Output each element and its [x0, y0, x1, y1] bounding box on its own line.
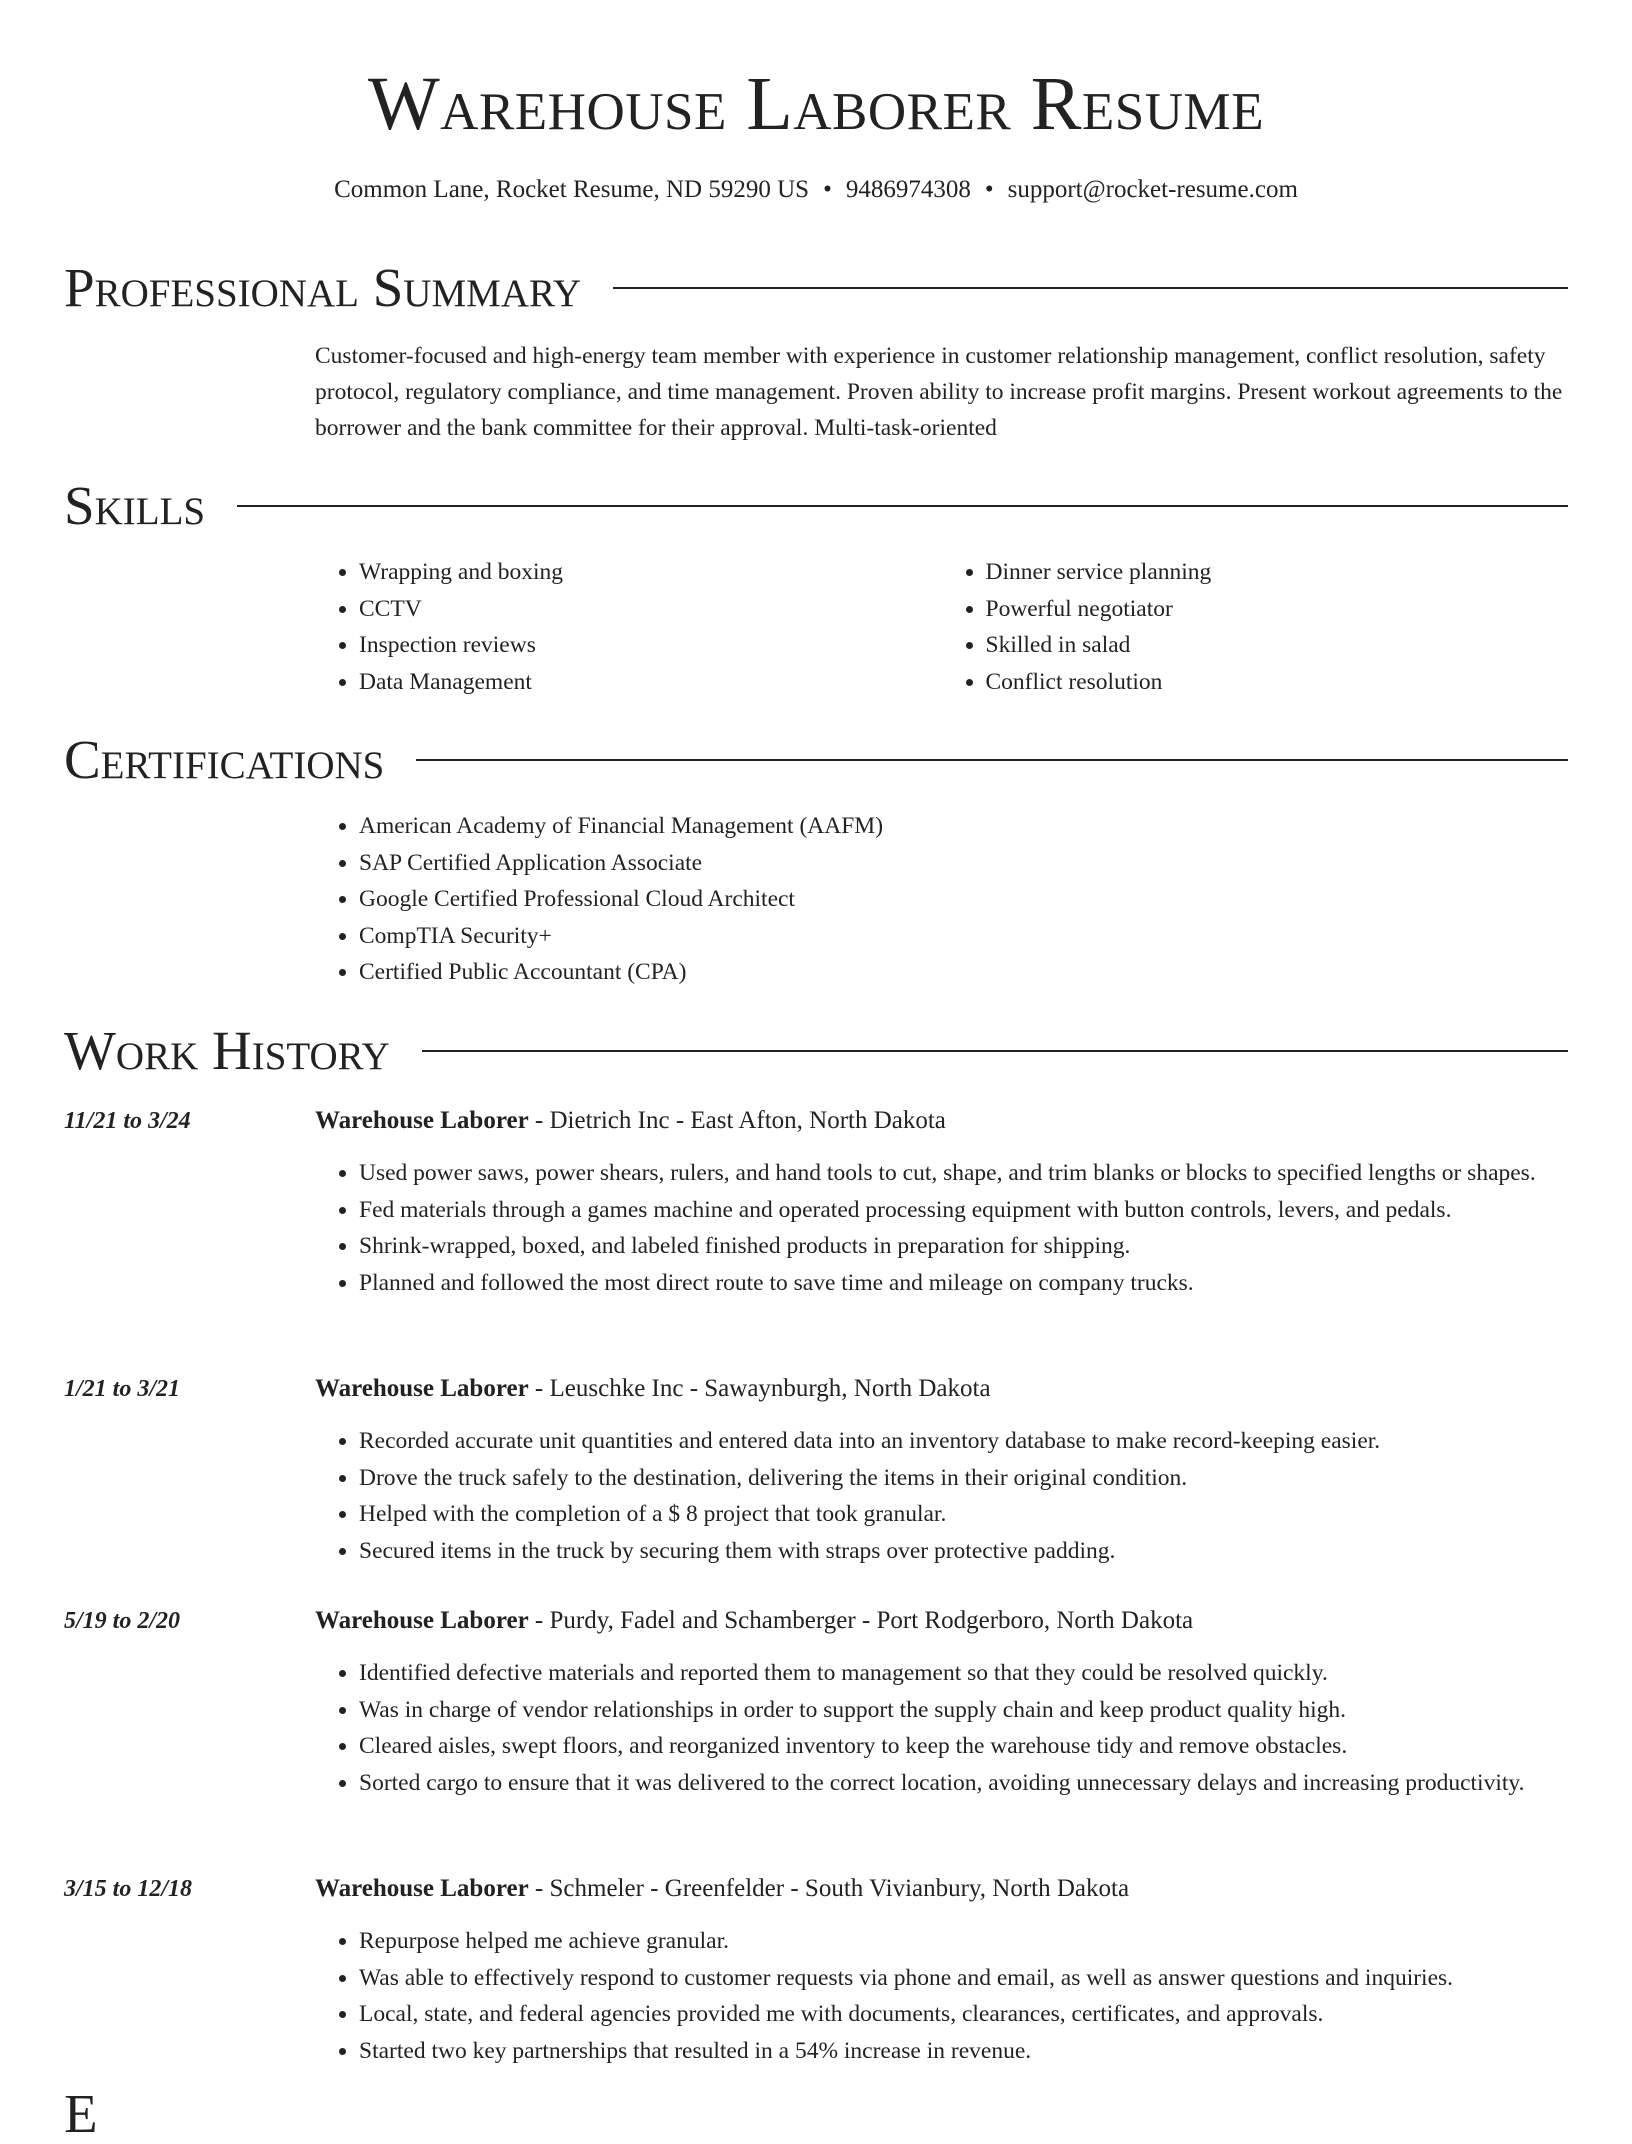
certifications-section	[64, 728, 1568, 991]
job-employer: - Purdy, Fadel and Schamberger - Port Rodgerboro, North Dakota	[528, 1607, 1194, 1634]
summary-text: Customer-focused and high-energy team member with experience in customer relationship management, conflict resolution, safety protocol, regulatory compliance, and time management. Proven ability to increase profit margins. Present workout agreements to the borrower and the bank committee for their approval. Multi-task-oriented	[315, 343, 1563, 441]
job-bullet: • Cleared aisles, swept floors, and reorganized inventory to keep the warehouse tidy and remove obstacles.	[359, 1728, 1568, 1765]
summary-section	[64, 256, 1568, 446]
job-bullet: • Fed materials through a games machine and operated processing equipment with button controls, levers, and pedals.	[359, 1192, 1568, 1229]
job-bullet: • Identified defective materials and reported them to management so that they could be resolved quickly.	[359, 1655, 1568, 1692]
job-header	[315, 1371, 1568, 1407]
job-bullet: • Was able to effectively respond to customer requests via phone and email, as well as answer questions and inquiries.	[359, 1960, 1568, 1997]
section-divider	[613, 287, 1568, 289]
job-header	[315, 1871, 1568, 1907]
skills-heading: Skills	[64, 475, 206, 536]
job-employer: - Schmeler - Greenfelder - South Vivianbury, North Dakota	[528, 1875, 1130, 1902]
certification-item: • SAP Certified Application Associate	[359, 845, 1568, 882]
job-dates: 1/21 to 3/21	[64, 1376, 181, 1402]
job-bullet: • Planned and followed the most direct route to save time and mileage on company trucks.	[359, 1265, 1568, 1302]
skill-item: • CCTV	[359, 591, 942, 628]
contact-line	[0, 173, 1632, 207]
job-dates: 5/19 to 2/20	[64, 1608, 181, 1634]
certifications-list	[315, 808, 1568, 991]
job-bullets	[315, 1655, 1568, 1801]
contact-email: support@rocket-resume.com	[1007, 176, 1298, 203]
work-history-heading: Work History	[64, 1020, 390, 1081]
job-dates: 3/15 to 12/18	[64, 1876, 193, 1902]
skills-list-left	[315, 554, 942, 700]
job-title: Warehouse Laborer	[315, 1875, 529, 1902]
job-bullet: • Sorted cargo to ensure that it was delivered to the correct location, avoiding unnecessary delays and increasing productivity.	[359, 1765, 1568, 1802]
skill-item: • Inspection reviews	[359, 627, 942, 664]
job-bullets	[315, 1923, 1568, 2069]
job-entry	[64, 1603, 1568, 1801]
next-section-heading-cut: E	[64, 2083, 98, 2144]
certification-item: • Google Certified Professional Cloud Architect	[359, 881, 1568, 918]
section-header	[64, 474, 1568, 538]
job-entry	[64, 1371, 1568, 1569]
contact-phone: 9486974308	[845, 176, 971, 203]
work-history-section	[64, 1019, 1568, 1083]
certification-item: • American Academy of Financial Management (AAFM)	[359, 808, 1568, 845]
job-employer: - Dietrich Inc - East Afton, North Dakota	[528, 1107, 946, 1134]
job-title: Warehouse Laborer	[315, 1607, 529, 1634]
job-entry	[64, 1871, 1568, 2069]
skill-item: • Wrapping and boxing	[359, 554, 942, 591]
summary-heading: Professional Summary	[64, 257, 582, 318]
job-bullets	[315, 1155, 1568, 1301]
skill-item: • Skilled in salad	[986, 627, 1569, 664]
skill-item: • Dinner service planning	[986, 554, 1569, 591]
job-title: Warehouse Laborer	[315, 1375, 529, 1402]
certification-item: • CompTIA Security+	[359, 918, 1568, 955]
job-entry	[64, 1103, 1568, 1301]
job-bullet: • Drove the truck safely to the destination, delivering the items in their original condition.	[359, 1460, 1568, 1497]
job-dates: 11/21 to 3/24	[64, 1108, 191, 1134]
job-bullets	[315, 1423, 1568, 1569]
job-header	[315, 1603, 1568, 1639]
job-bullet: • Helped with the completion of a $ 8 project that took granular.	[359, 1496, 1568, 1533]
certification-item: • Certified Public Accountant (CPA)	[359, 954, 1568, 991]
job-title: Warehouse Laborer	[315, 1107, 529, 1134]
contact-separator: •	[984, 176, 994, 203]
section-divider	[416, 759, 1568, 761]
skill-item: • Conflict resolution	[986, 664, 1569, 701]
section-header	[64, 728, 1568, 792]
job-bullet: • Was in charge of vendor relationships in order to support the supply chain and keep product quality high.	[359, 1692, 1568, 1729]
section-divider	[422, 1050, 1568, 1052]
resume-title: Warehouse Laborer Resume	[367, 62, 1265, 146]
job-employer: - Leuschke Inc - Sawaynburgh, North Dakota	[528, 1375, 991, 1402]
job-bullet: • Local, state, and federal agencies provided me with documents, clearances, certificates, and approvals.	[359, 1996, 1568, 2033]
job-bullet: • Repurpose helped me achieve granular.	[359, 1923, 1568, 1960]
job-header	[315, 1103, 1568, 1139]
job-bullet: • Secured items in the truck by securing them with straps over protective padding.	[359, 1533, 1568, 1570]
skill-item: • Data Management	[359, 664, 942, 701]
job-bullet: • Used power saws, power shears, rulers, and hand tools to cut, shape, and trim blanks or blocks to specified lengths or shapes.	[359, 1155, 1568, 1192]
skills-grid	[315, 554, 1568, 700]
section-header	[64, 1019, 1568, 1083]
job-bullet: • Shrink-wrapped, boxed, and labeled finished products in preparation for shipping.	[359, 1228, 1568, 1265]
contact-address: Common Lane, Rocket Resume, ND 59290 US	[334, 176, 810, 203]
contact-separator: •	[823, 176, 832, 203]
skill-item: • Powerful negotiator	[986, 591, 1569, 628]
certifications-heading: Certifications	[64, 729, 385, 790]
section-header	[64, 256, 1568, 320]
job-bullet: • Started two key partnerships that resulted in a 54% increase in revenue.	[359, 2033, 1568, 2070]
job-bullet: • Recorded accurate unit quantities and entered data into an inventory database to make record-keeping easier.	[359, 1423, 1568, 1460]
skills-list-right	[942, 554, 1569, 700]
section-divider	[237, 505, 1568, 507]
skills-section	[64, 474, 1568, 700]
